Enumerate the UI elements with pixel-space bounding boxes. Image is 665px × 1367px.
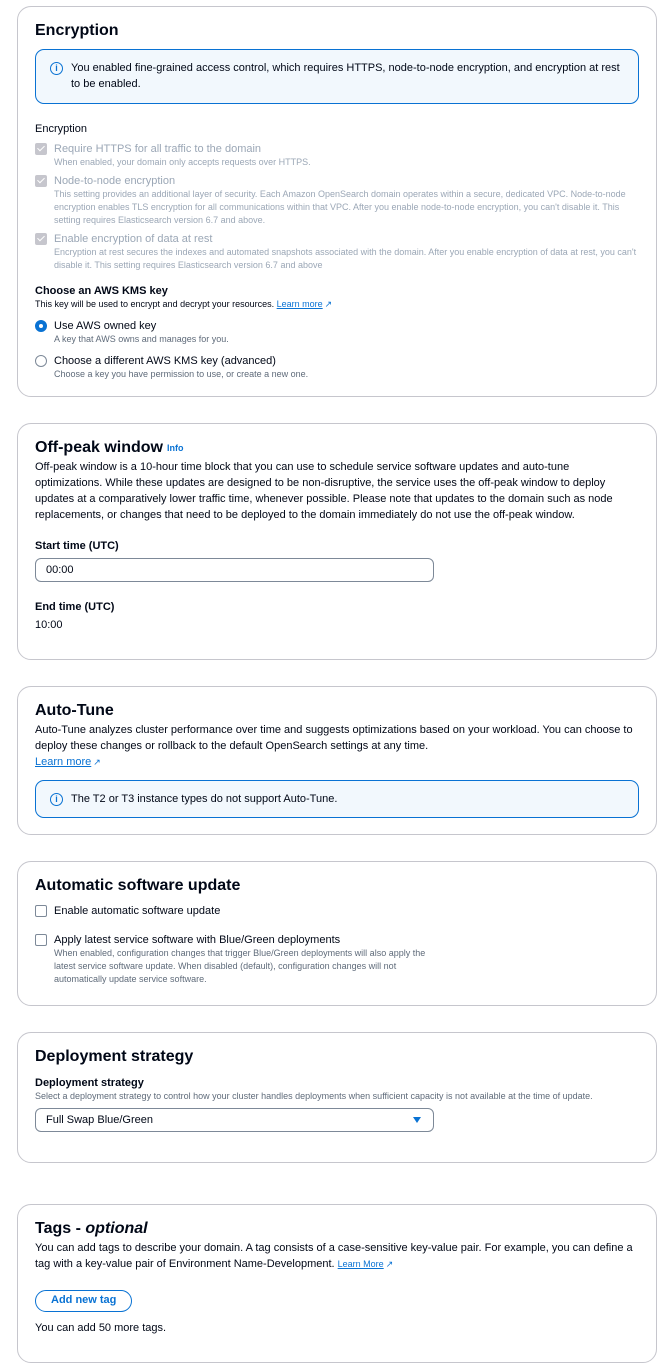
external-link-icon: ↗ — [324, 299, 333, 309]
tags-desc-text: You can add tags to describe your domain. A tag consists of a case-sensitive key-value pair. For example, you can define a tag with a key-value pair of Environment Name-Development. — [35, 1242, 633, 1270]
node-encryption-checkbox-row — [35, 174, 639, 227]
rest-encryption-checkbox-row — [35, 232, 639, 272]
rest-encryption-desc: Encryption at rest secures the indexes and automated snapshots associated with the domain. After you enable encryption of data at rest, you can't disable it. This setting requires Elasticsearch version 6.7 and above — [54, 247, 637, 270]
autotune-title: Auto-Tune — [35, 702, 114, 719]
custom-kms-key-label: Choose a different AWS KMS key (advanced) — [54, 355, 276, 367]
auto-update-label: Enable automatic software update — [54, 905, 221, 917]
deployment-panel — [17, 1032, 657, 1163]
tags-learn-more-link[interactable]: Learn More — [337, 1259, 384, 1269]
encryption-info-alert — [35, 49, 639, 104]
autotune-panel — [17, 686, 657, 835]
tags-title — [35, 1219, 639, 1239]
custom-kms-key-desc: Choose a key you have permission to use, or create a new one. — [54, 369, 309, 379]
offpeak-title — [35, 438, 639, 458]
deployment-title: Deployment strategy — [35, 1048, 194, 1065]
https-checkbox[interactable] — [35, 143, 47, 155]
autotune-desc: Auto-Tune analyzes cluster performance over time and suggests optimizations based on your workload. You can choose to deploy these changes or rollback to the default OpenSearch settings at any time. — [35, 724, 633, 752]
auto-update-checkbox-row — [35, 904, 639, 918]
offpeak-desc: Off-peak window is a 10-hour time block that you can use to schedule service software updates and auto-tune optimizations. While these updates are designed to be non-disruptive, the service uses the off-peak window to deploy updates at a comparatively lower traffic time, whenever possible. Please note that updates to the domain such as node replacements, or changes that need to be deployed to the domain immediately do not use the off-peak window. — [35, 461, 613, 522]
info-circle-icon: i — [50, 793, 63, 806]
offpeak-info-link[interactable]: Info — [167, 443, 184, 453]
deployment-selected-value: Full Swap Blue/Green — [46, 1114, 153, 1126]
custom-kms-key-radio-row — [35, 354, 639, 381]
deployment-desc: Select a deployment strategy to control how your cluster handles deployments when sufficient capacity is not available at the time of update. — [35, 1091, 593, 1101]
autotune-learn-more-link[interactable]: Learn more — [35, 756, 92, 768]
node-encryption-checkbox[interactable] — [35, 175, 47, 187]
rest-encryption-label: Enable encryption of data at rest — [54, 233, 213, 245]
kms-key-label: Choose an AWS KMS key — [35, 285, 168, 297]
encryption-section-label: Encryption — [35, 123, 87, 135]
tags-desc — [35, 1240, 639, 1272]
offpeak-panel — [17, 423, 657, 660]
bluegreen-label: Apply latest service software with Blue/Green deployments — [54, 934, 341, 946]
deployment-strategy-select[interactable] — [35, 1108, 434, 1132]
external-link-icon: ↗ — [385, 1259, 394, 1269]
aws-owned-key-radio[interactable] — [35, 320, 47, 332]
node-encryption-desc: This setting provides an additional layer of security. Each Amazon OpenSearch domain operates within a secure, dedicated VPC. Node-to-node encryption enables TLS encryption for all communications within that VPC. After you enable node-to-node encryption, you can't disable it. This setting requires Elasticsearch version 6.7 and above. — [54, 189, 626, 225]
start-time-label: Start time (UTC) — [35, 540, 119, 553]
https-checkbox-row — [35, 142, 639, 169]
start-time-input[interactable] — [35, 558, 434, 582]
offpeak-title-text: Off-peak window — [35, 439, 163, 457]
node-encryption-label: Node-to-node encryption — [54, 175, 176, 187]
kms-learn-more-link[interactable]: Learn more — [276, 299, 323, 309]
end-time-label: End time (UTC) — [35, 601, 115, 614]
https-desc: When enabled, your domain only accepts requests over HTTPS. — [54, 157, 311, 167]
encryption-title: Encryption — [35, 22, 119, 39]
bluegreen-checkbox[interactable] — [35, 934, 47, 946]
encryption-panel — [17, 6, 657, 397]
bluegreen-desc: When enabled, configuration changes that trigger Blue/Green deployments will also apply the latest service software update. When disabled (default), configuration changes will not automatically update service software. — [54, 948, 426, 984]
external-link-icon: ↗ — [93, 757, 101, 767]
tags-title-text: Tags - — [35, 1220, 81, 1237]
rest-encryption-checkbox[interactable] — [35, 233, 47, 245]
end-time-value: 10:00 — [35, 619, 63, 632]
kms-desc-text: This key will be used to encrypt and decrypt your resources. — [35, 299, 275, 309]
software-update-title: Automatic software update — [35, 877, 241, 894]
aws-owned-key-radio-row — [35, 319, 639, 346]
autotune-learn-more-row — [35, 754, 639, 770]
software-update-panel — [17, 861, 657, 1006]
tags-optional: optional — [85, 1220, 148, 1237]
https-label: Require HTTPS for all traffic to the domain — [54, 143, 262, 155]
add-new-tag-button[interactable]: Add new tag — [35, 1290, 132, 1312]
caret-down-icon — [413, 1117, 421, 1123]
auto-update-checkbox[interactable] — [35, 905, 47, 917]
encryption-alert-text: You enabled fine-grained access control, which requires HTTPS, node-to-node encryption, and encryption at rest to be enabled. — [71, 62, 620, 90]
deployment-label: Deployment strategy — [35, 1077, 144, 1089]
autotune-info-alert — [35, 780, 639, 818]
tags-remaining: You can add 50 more tags. — [35, 1322, 167, 1334]
aws-owned-key-desc: A key that AWS owns and manages for you. — [54, 334, 229, 344]
info-circle-icon: i — [50, 62, 63, 75]
tags-panel — [17, 1204, 657, 1363]
autotune-alert-text: The T2 or T3 instance types do not support Auto-Tune. — [71, 793, 338, 805]
custom-kms-key-radio[interactable] — [35, 355, 47, 367]
aws-owned-key-label: Use AWS owned key — [54, 320, 157, 332]
add-tag-wrapper — [35, 1290, 639, 1312]
bluegreen-checkbox-row — [35, 933, 639, 986]
kms-key-desc — [35, 298, 639, 311]
